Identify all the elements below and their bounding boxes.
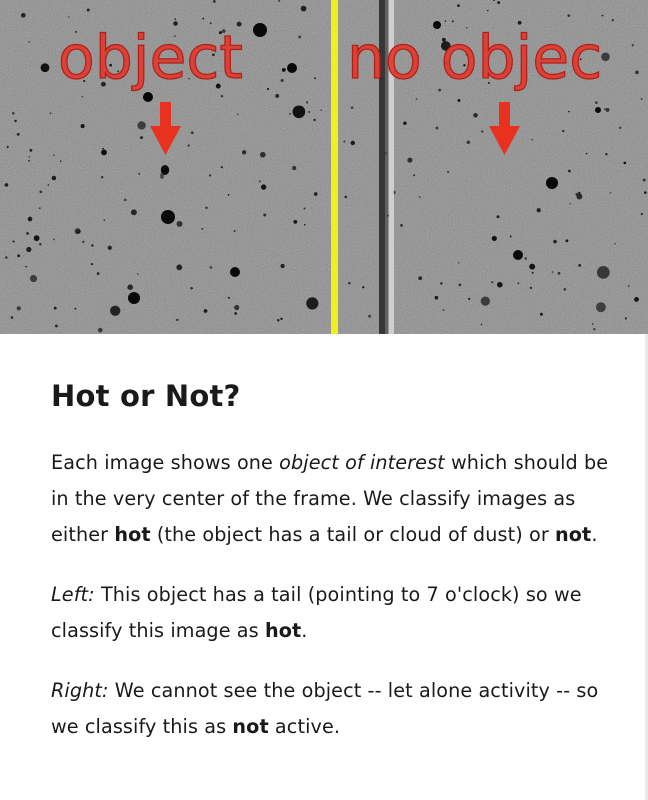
bold-not: not [555, 523, 592, 546]
bright-star [287, 63, 297, 73]
star [553, 240, 557, 244]
star [604, 108, 605, 109]
star [532, 272, 534, 274]
star [14, 120, 16, 122]
star [39, 243, 41, 245]
star [91, 263, 93, 265]
star [510, 235, 512, 237]
star [174, 18, 176, 20]
star [457, 4, 460, 7]
star [29, 149, 32, 152]
star [635, 71, 639, 75]
star [97, 272, 100, 275]
star [596, 302, 606, 312]
star [487, 10, 488, 11]
star [74, 308, 76, 310]
bold-hot: hot [114, 523, 151, 546]
sky-survey-panels [0, 0, 648, 334]
star [103, 219, 105, 221]
star [567, 14, 570, 17]
left-explanation: Left: This object has a tail (pointing to 7 o'clock) so we classify this image as hot. [51, 583, 582, 642]
star [481, 130, 483, 132]
star [586, 153, 588, 155]
star [127, 284, 133, 290]
star [552, 271, 553, 272]
star [298, 35, 301, 38]
star [492, 236, 497, 241]
left-lead: Left: [51, 583, 95, 606]
star [558, 272, 561, 275]
right-explanation: Right: We cannot see the object -- let alone activity -- so we classify this as not active. [51, 679, 599, 738]
star [578, 264, 581, 267]
star [304, 208, 306, 210]
star [632, 44, 634, 46]
star [610, 192, 612, 194]
star [124, 199, 127, 202]
star [497, 215, 500, 218]
star [242, 150, 246, 154]
star [293, 105, 306, 118]
right-panel-label: no objec [347, 23, 603, 93]
star [578, 192, 580, 194]
star [619, 127, 621, 129]
star [606, 108, 610, 112]
star [348, 282, 350, 284]
star [292, 166, 296, 170]
star [641, 213, 643, 215]
star [612, 19, 614, 21]
star [293, 220, 297, 224]
star [98, 328, 103, 333]
star [26, 232, 29, 235]
star [468, 298, 470, 300]
star [277, 319, 280, 322]
bold-not: not [232, 715, 269, 738]
star [30, 275, 37, 282]
star [458, 262, 460, 264]
star [221, 95, 223, 97]
star [47, 184, 49, 186]
star [418, 276, 422, 280]
star [11, 316, 14, 319]
star [55, 324, 58, 327]
star [140, 136, 143, 139]
star [5, 256, 7, 258]
star [91, 244, 93, 246]
comparison-image [0, 0, 648, 334]
star [320, 109, 322, 111]
star [592, 323, 594, 325]
star [87, 9, 90, 12]
star [497, 1, 500, 4]
left-panel-label: object [58, 23, 243, 93]
star [568, 111, 570, 113]
star [205, 207, 207, 209]
star [301, 6, 307, 12]
star [644, 191, 647, 194]
star [473, 113, 478, 118]
star [101, 176, 103, 178]
star [280, 264, 284, 268]
star [524, 257, 526, 259]
star [101, 149, 107, 155]
bright-star [128, 292, 140, 304]
star [304, 224, 306, 226]
star [345, 196, 348, 199]
star [445, 20, 447, 22]
star [625, 317, 627, 319]
star [368, 315, 371, 318]
star [53, 239, 55, 241]
star [26, 247, 31, 252]
star [569, 203, 570, 204]
star [177, 221, 183, 227]
star [595, 101, 598, 104]
star [68, 16, 70, 18]
star [435, 127, 438, 130]
star [204, 309, 208, 313]
star [624, 162, 627, 165]
star [228, 297, 230, 299]
star [601, 53, 610, 62]
star [481, 324, 483, 326]
star [17, 254, 20, 257]
right-lead: Right: [51, 679, 109, 702]
star [210, 266, 213, 269]
star [278, 0, 280, 2]
star [306, 101, 308, 103]
star [34, 235, 40, 241]
star [628, 285, 630, 287]
star [237, 113, 239, 115]
star [221, 166, 223, 168]
star [537, 208, 541, 212]
star [481, 296, 490, 305]
star [403, 121, 406, 124]
star [17, 133, 20, 136]
star [261, 184, 266, 189]
star [209, 174, 211, 176]
star [400, 224, 403, 227]
star [41, 63, 50, 72]
intro-paragraph: Each image shows one object of interest which should be in the very center of the frame. We classify images as either hot (the object has a tail or cloud of dust) or not. [51, 451, 609, 546]
star [263, 214, 266, 217]
star [565, 239, 568, 242]
star [459, 284, 462, 287]
bright-star [595, 107, 601, 113]
star [187, 144, 189, 146]
star [529, 264, 535, 270]
article [51, 374, 621, 769]
bright-star [513, 250, 523, 260]
star [530, 287, 532, 289]
star [190, 287, 193, 290]
star [25, 266, 27, 268]
star [52, 176, 57, 181]
star [314, 77, 316, 79]
star [562, 130, 564, 132]
star [275, 94, 279, 98]
star [416, 98, 418, 100]
star [614, 243, 616, 245]
star [576, 194, 582, 200]
star [289, 113, 291, 115]
star [308, 111, 310, 113]
star [362, 286, 364, 288]
star [413, 174, 415, 176]
star [82, 96, 84, 98]
star [137, 273, 139, 275]
star [531, 139, 532, 140]
star [259, 180, 261, 182]
star [440, 282, 443, 285]
star [102, 148, 104, 150]
star [435, 296, 439, 300]
star [314, 192, 318, 196]
star [643, 179, 646, 182]
star [351, 106, 354, 109]
star [597, 266, 610, 279]
star [78, 230, 80, 232]
star [29, 156, 30, 157]
star [447, 171, 449, 173]
star [12, 112, 15, 115]
star [137, 121, 145, 129]
star [201, 228, 203, 230]
star [443, 309, 445, 311]
star [82, 241, 84, 243]
star [267, 88, 269, 90]
star [60, 160, 61, 161]
star [176, 264, 182, 270]
star [641, 98, 643, 100]
star [419, 196, 421, 198]
star [138, 173, 140, 175]
star [28, 217, 33, 222]
star [260, 152, 266, 158]
star [634, 297, 639, 302]
bright-star [230, 267, 240, 277]
star [191, 131, 194, 134]
star [131, 209, 137, 215]
star [281, 79, 284, 82]
star [108, 246, 112, 250]
star [540, 313, 543, 316]
star [202, 18, 204, 20]
star [518, 282, 520, 284]
star [234, 312, 237, 315]
star [54, 307, 57, 310]
bright-star [161, 210, 175, 224]
bright-star [143, 92, 153, 102]
star [213, 0, 216, 3]
star [282, 68, 286, 72]
star [407, 158, 412, 163]
bright-star [253, 23, 267, 37]
star [343, 141, 345, 143]
star [313, 119, 315, 121]
star [491, 281, 493, 283]
star [13, 240, 15, 242]
star [21, 13, 26, 18]
panel-divider [331, 0, 338, 334]
star [234, 305, 239, 310]
bright-star [546, 177, 558, 189]
star [467, 141, 471, 145]
star [53, 154, 55, 156]
star [306, 297, 318, 309]
star [228, 194, 230, 196]
star [605, 153, 607, 155]
emphasis-object-of-interest: object of interest [279, 451, 445, 474]
star [234, 230, 236, 232]
star [39, 207, 41, 209]
star [28, 160, 30, 162]
star [110, 306, 120, 316]
star [50, 112, 52, 114]
star [602, 15, 604, 17]
star [458, 99, 461, 102]
star [28, 41, 30, 43]
star [351, 141, 355, 145]
star [593, 328, 595, 330]
bold-hot: hot [264, 619, 302, 642]
star [176, 319, 178, 321]
star [81, 124, 85, 128]
star [568, 170, 571, 173]
star [564, 288, 567, 291]
star [497, 282, 503, 288]
star [39, 190, 42, 193]
star [5, 183, 9, 187]
star [17, 306, 21, 310]
article-title: Hot or Not? [51, 379, 241, 413]
star [280, 318, 282, 320]
star [7, 146, 9, 148]
